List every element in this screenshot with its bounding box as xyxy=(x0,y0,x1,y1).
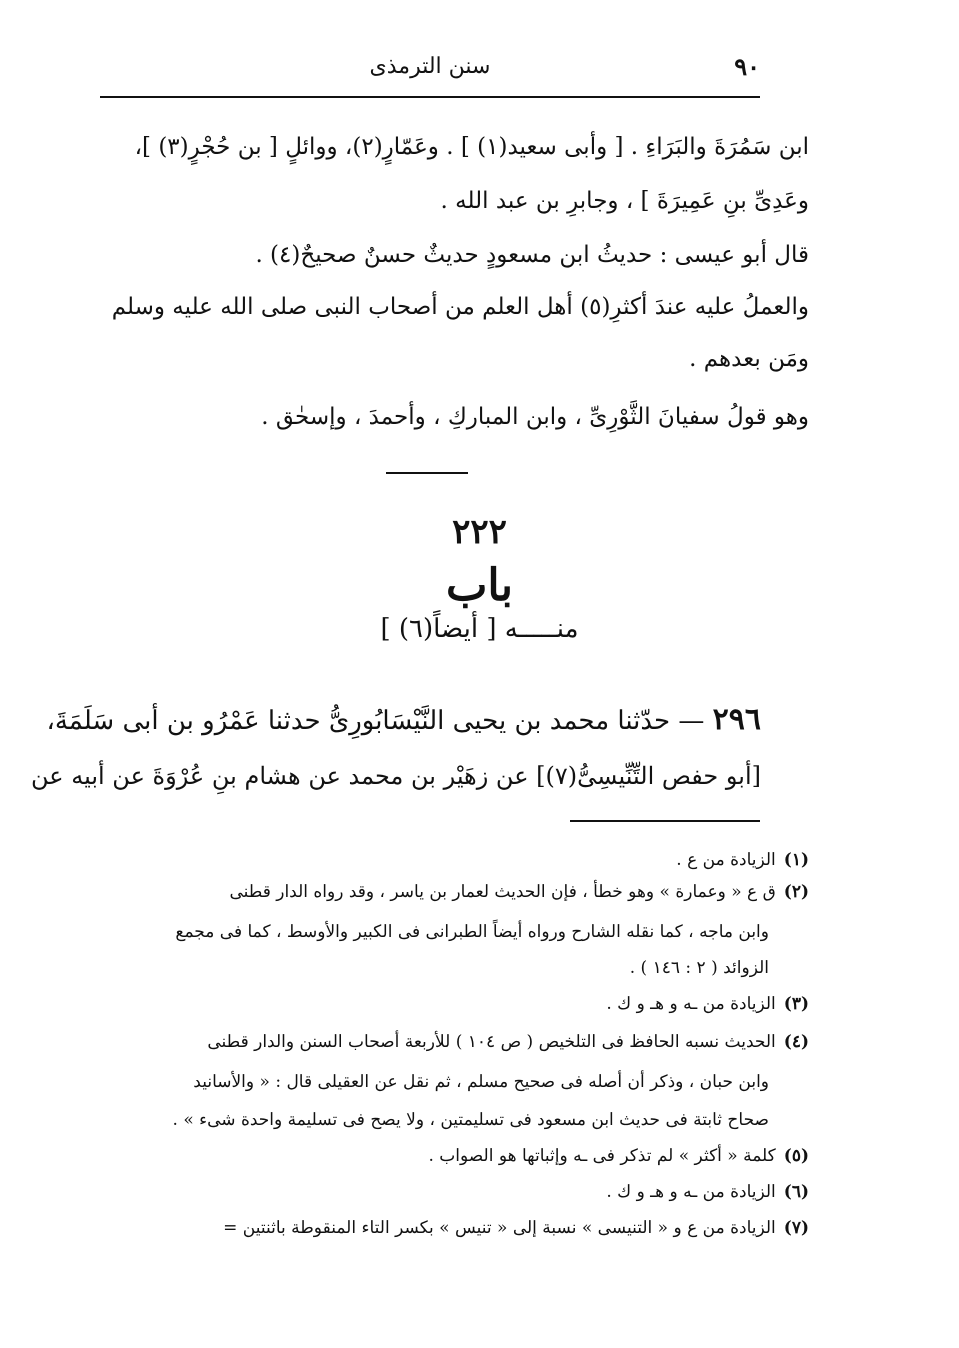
footnote-text: الزيادة من ـه و هـ و ك . xyxy=(606,1182,776,1202)
footnote-3 xyxy=(100,994,809,1014)
page-number: ٩٠ xyxy=(734,52,760,81)
footnote-text: الزيادة من ع و « التنيسى » نسبة إلى « تنيس » بكسر التاء المنقوطة باثنتين = xyxy=(223,1218,776,1238)
footnote-2-cont-1 xyxy=(100,922,769,942)
footnote-number: (٥) xyxy=(783,1146,809,1166)
chapter-number: ٢٢٢ xyxy=(452,512,507,552)
footnote-5 xyxy=(100,1146,809,1166)
hadith-line-1 xyxy=(46,702,761,737)
body-line-4: والعملُ عليه عندَ أكثرِ(٥) أهل العلم من أصحاب النبى صلى الله عليه وسلم xyxy=(111,294,809,320)
body-line-1: ابن سَمُرَةَ والبَرَاءِ . [ وأبى سعيد(١) ] . وعَمّارٍ(٢)، ووائلٍ [ بن حُجْرٍ(٣) ]، xyxy=(134,134,809,160)
footnote-4-cont-1 xyxy=(100,1072,769,1092)
footnote-2-cont-2 xyxy=(100,958,769,978)
hadith-line-2: [أبو حفص التِّنِّيسِىُّ(٧)] عن زهَيْر بن محمد عن هشام بنِ عُرْوَةَ عن أبيه عن xyxy=(31,762,761,790)
footnote-number: (٢) xyxy=(783,882,809,902)
footnotes-rule xyxy=(570,820,760,822)
hadith-number: ٢٩٦ xyxy=(712,702,761,737)
hadith-text-1: حدّثنا محمد بن يحيى النَّيْسَابُورِىُّ حدثنا عَمْرُو بن أبى سَلَمَةَ، xyxy=(46,706,671,736)
footnote-text: وابن حبان ، وذكر أن أصله فى صحيح مسلم ، ثم نقل عن العقيلى قال : « والأسانيد xyxy=(193,1072,769,1092)
running-header xyxy=(100,52,760,92)
footnote-6 xyxy=(100,1182,809,1202)
footnote-number: (٧) xyxy=(783,1218,809,1238)
footnote-text: كلمة « أكثر » لم تذكر فى ـه وإثباتها هو الصواب . xyxy=(428,1146,776,1166)
header-rule xyxy=(100,96,760,98)
footnote-number: (٤) xyxy=(783,1032,809,1052)
body-line-3: قال أبو عيسى : حديثُ ابن مسعودٍ حديثٌ حسنٌ صحيحٌ(٤) . xyxy=(255,242,809,268)
chapter-title: باب xyxy=(445,560,514,611)
book-title: سنن الترمذى xyxy=(369,54,491,79)
section-separator xyxy=(386,472,468,474)
footnote-text: وابن ماجه ، كما نقله الشارح ورواه أيضاً الطبرانى فى الكبير والأوسط ، كما فى مجمع xyxy=(175,922,769,942)
footnote-2 xyxy=(100,882,809,902)
body-line-5: ومَن بعدهم . xyxy=(689,346,809,372)
body-line-2: وعَدِىِّ بنِ عَمِيرَةَ ] ، وجابرِ بن عبد الله . xyxy=(440,188,809,214)
hadith-dash: — xyxy=(670,706,705,736)
footnote-number: (٦) xyxy=(783,1182,809,1202)
footnote-7 xyxy=(100,1218,809,1238)
footnote-1 xyxy=(100,850,809,870)
footnote-number: (١) xyxy=(783,850,809,870)
footnote-text: الزيادة من ع . xyxy=(676,850,776,870)
footnote-4-cont-2 xyxy=(100,1110,769,1130)
footnote-text: صحاح ثابتة فى حديث ابن مسعود فى تسليمتين ، ولا يصح فى تسليمة واحدة شىء » . xyxy=(172,1110,769,1130)
chapter-subtitle: منـــــه [ أيضاً(٦) ] xyxy=(380,614,579,644)
footnote-text: الزوائد ( ٢ : ١٤٦ ) . xyxy=(629,958,769,978)
body-line-6: وهو قولُ سفيانَ الثَّوْرِىِّ ، وابن المباركِ ، وأحمدَ ، وإسحٰق . xyxy=(261,404,809,430)
footnote-text: الحديث نسبه الحافظ فى التلخيص ( ص ١٠٤ ) للأربعة أصحاب السنن والدار قطنى xyxy=(207,1032,776,1052)
footnote-4 xyxy=(100,1032,809,1052)
footnote-text: الزيادة من ـه و هـ و ك . xyxy=(606,994,776,1014)
footnote-number: (٣) xyxy=(783,994,809,1014)
footnote-text: ق ع « وعمارة » وهو خطأ ، فإن الحديث لعمار بن ياسر ، وقد رواه الدار قطنى xyxy=(229,882,776,902)
